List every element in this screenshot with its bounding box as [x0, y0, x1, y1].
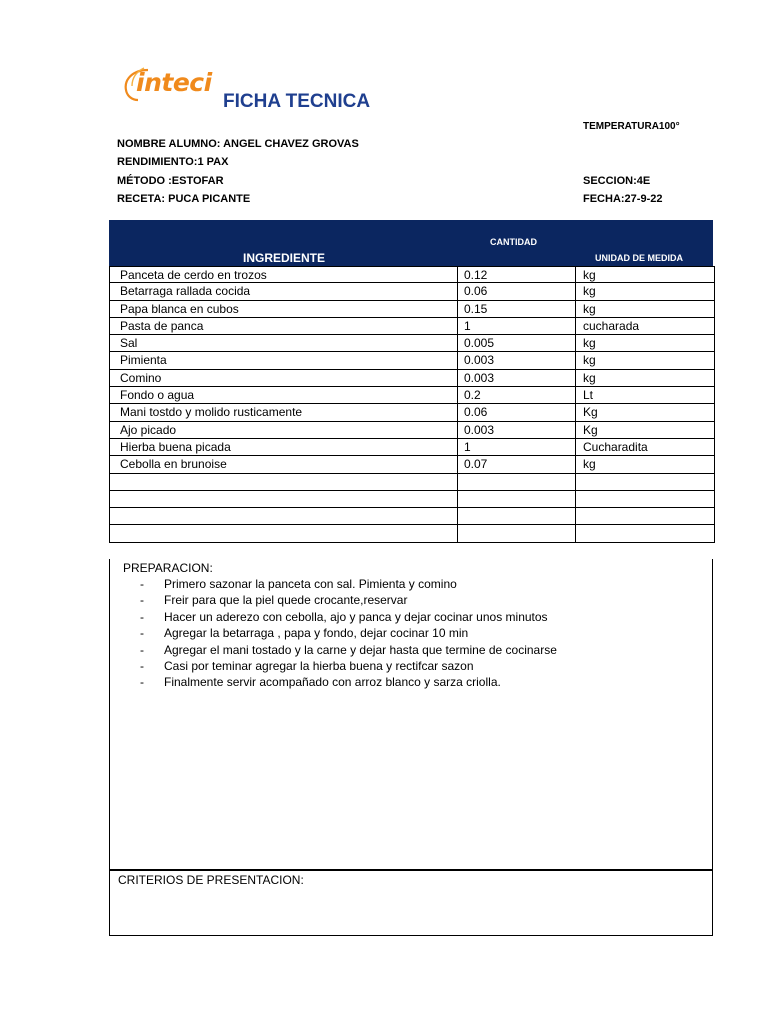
- unit-cell: kg: [583, 284, 596, 299]
- table-header: [109, 220, 713, 266]
- preparacion-title: PREPARACION:: [123, 561, 213, 575]
- quantity-cell: 0.15: [458, 301, 576, 317]
- step-text: Casi por teminar agregar la hierba buena y rectifcar sazon: [164, 658, 474, 673]
- bullet-dash: -: [140, 609, 144, 624]
- step-text: Agregar la betarraga , papa y fondo, dejar cocinar 10 min: [164, 626, 469, 641]
- table-row: [110, 474, 714, 491]
- seccion: SECCION:4E: [583, 175, 651, 187]
- page-title: FICHA TECNICA: [223, 91, 371, 112]
- ingredient-cell: Papa blanca en cubos: [110, 301, 458, 317]
- unit-cell: [576, 474, 712, 490]
- unit-cell: kg: [583, 268, 596, 282]
- ingredient-cell: Cebolla en brunoise: [110, 456, 458, 472]
- ingredient-cell: [110, 491, 458, 507]
- receta: RECETA: PUCA PICANTE: [117, 193, 251, 205]
- unit-cell: [576, 491, 712, 507]
- quantity-cell: 0.07: [458, 456, 576, 472]
- quantity-cell: [458, 491, 576, 507]
- logo: inteci: [136, 68, 212, 97]
- table-row: [110, 456, 714, 473]
- unit-cell: kg: [583, 301, 596, 316]
- ingredient-cell: [110, 474, 458, 490]
- bullet-dash: -: [140, 675, 144, 690]
- bullet-dash: -: [140, 658, 144, 673]
- ingredient-cell: Sal: [110, 335, 458, 351]
- quantity-cell: 0.005: [458, 335, 576, 351]
- ingredient-cell: Betarraga rallada cocida: [110, 283, 458, 299]
- quantity-cell: 0.12: [458, 267, 576, 282]
- ingredient-cell: Panceta de cerdo en trozos: [110, 267, 458, 282]
- step-text: Agregar el mani tostado y la carne y dejar hasta que termine de cocinarse: [164, 642, 557, 657]
- quantity-cell: [458, 525, 576, 541]
- ingredients-table: [109, 266, 715, 543]
- table-row: [110, 283, 714, 300]
- quantity-cell: 1: [458, 439, 576, 455]
- table-row: [110, 404, 714, 421]
- unit-cell: kg: [583, 353, 596, 368]
- table-row: [110, 266, 714, 283]
- quantity-cell: 0.06: [458, 283, 576, 299]
- table-row: [110, 335, 714, 352]
- bullet-dash: -: [140, 593, 144, 608]
- quantity-cell: 0.003: [458, 422, 576, 438]
- ingredient-cell: Comino: [110, 370, 458, 386]
- table-row: [110, 439, 714, 456]
- ingredient-cell: Pimienta: [110, 352, 458, 368]
- unit-cell: [576, 508, 712, 524]
- quantity-cell: 0.003: [458, 370, 576, 386]
- criterios-title: CRITERIOS DE PRESENTACION:: [118, 873, 304, 887]
- quantity-cell: 1: [458, 318, 576, 334]
- table-row: [110, 370, 714, 387]
- table-row: [110, 491, 714, 508]
- quantity-cell: 0.003: [458, 352, 576, 368]
- rendimiento: RENDIMIENTO:1 PAX: [117, 156, 229, 168]
- ingredient-cell: [110, 525, 458, 541]
- unit-cell: kg: [583, 457, 596, 472]
- table-row: [110, 301, 714, 318]
- ingredient-cell: Fondo o agua: [110, 387, 458, 403]
- unit-cell: kg: [583, 370, 596, 385]
- header-ingrediente: INGREDIENTE: [243, 251, 326, 265]
- unit-cell: Cucharadita: [583, 439, 648, 454]
- metodo: MÉTODO :ESTOFAR: [117, 175, 224, 187]
- unit-cell: cucharada: [583, 318, 640, 333]
- table-row: [110, 387, 714, 404]
- ingredient-cell: Hierba buena picada: [110, 439, 458, 455]
- quantity-cell: 0.2: [458, 387, 576, 403]
- ingredient-cell: Pasta de panca: [110, 318, 458, 334]
- unit-cell: [576, 525, 712, 541]
- bullet-dash: -: [140, 577, 144, 591]
- unit-cell: Kg: [583, 422, 598, 437]
- nombre-alumno: NOMBRE ALUMNO: ANGEL CHAVEZ GROVAS: [117, 138, 359, 150]
- quantity-cell: [458, 474, 576, 490]
- table-row: [110, 352, 714, 369]
- step-text: Freir para que la piel quede crocante,reservar: [164, 593, 408, 608]
- table-row: [110, 422, 714, 439]
- quantity-cell: [458, 508, 576, 524]
- step-text: Hacer un aderezo con cebolla, ajo y panca y dejar cocinar unos minutos: [164, 609, 548, 624]
- unit-cell: Lt: [583, 388, 594, 403]
- criterios-section: [109, 870, 713, 936]
- table-row: [110, 508, 714, 525]
- fecha: FECHA:27-9-22: [583, 193, 663, 205]
- temperatura-label: TEMPERATURA100°: [583, 121, 680, 132]
- quantity-cell: 0.06: [458, 404, 576, 420]
- unit-cell: kg: [583, 336, 596, 351]
- step-text: Finalmente servir acompañado con arroz blanco y sarza criolla.: [164, 675, 501, 690]
- unit-cell: Kg: [583, 405, 598, 420]
- step-text: Primero sazonar la panceta con sal. Pimienta y comino: [164, 577, 457, 591]
- bullet-dash: -: [140, 642, 144, 657]
- bullet-dash: -: [140, 626, 144, 641]
- preparacion-section: [109, 559, 713, 870]
- table-row: [110, 525, 714, 542]
- ingredient-cell: [110, 508, 458, 524]
- ingredient-cell: Mani tostdo y molido rusticamente: [110, 404, 458, 420]
- ingredient-cell: Ajo picado: [110, 422, 458, 438]
- table-row: [110, 318, 714, 335]
- header-cantidad: CANTIDAD: [490, 237, 537, 247]
- header-unidad: UNIDAD DE MEDIDA: [595, 253, 684, 263]
